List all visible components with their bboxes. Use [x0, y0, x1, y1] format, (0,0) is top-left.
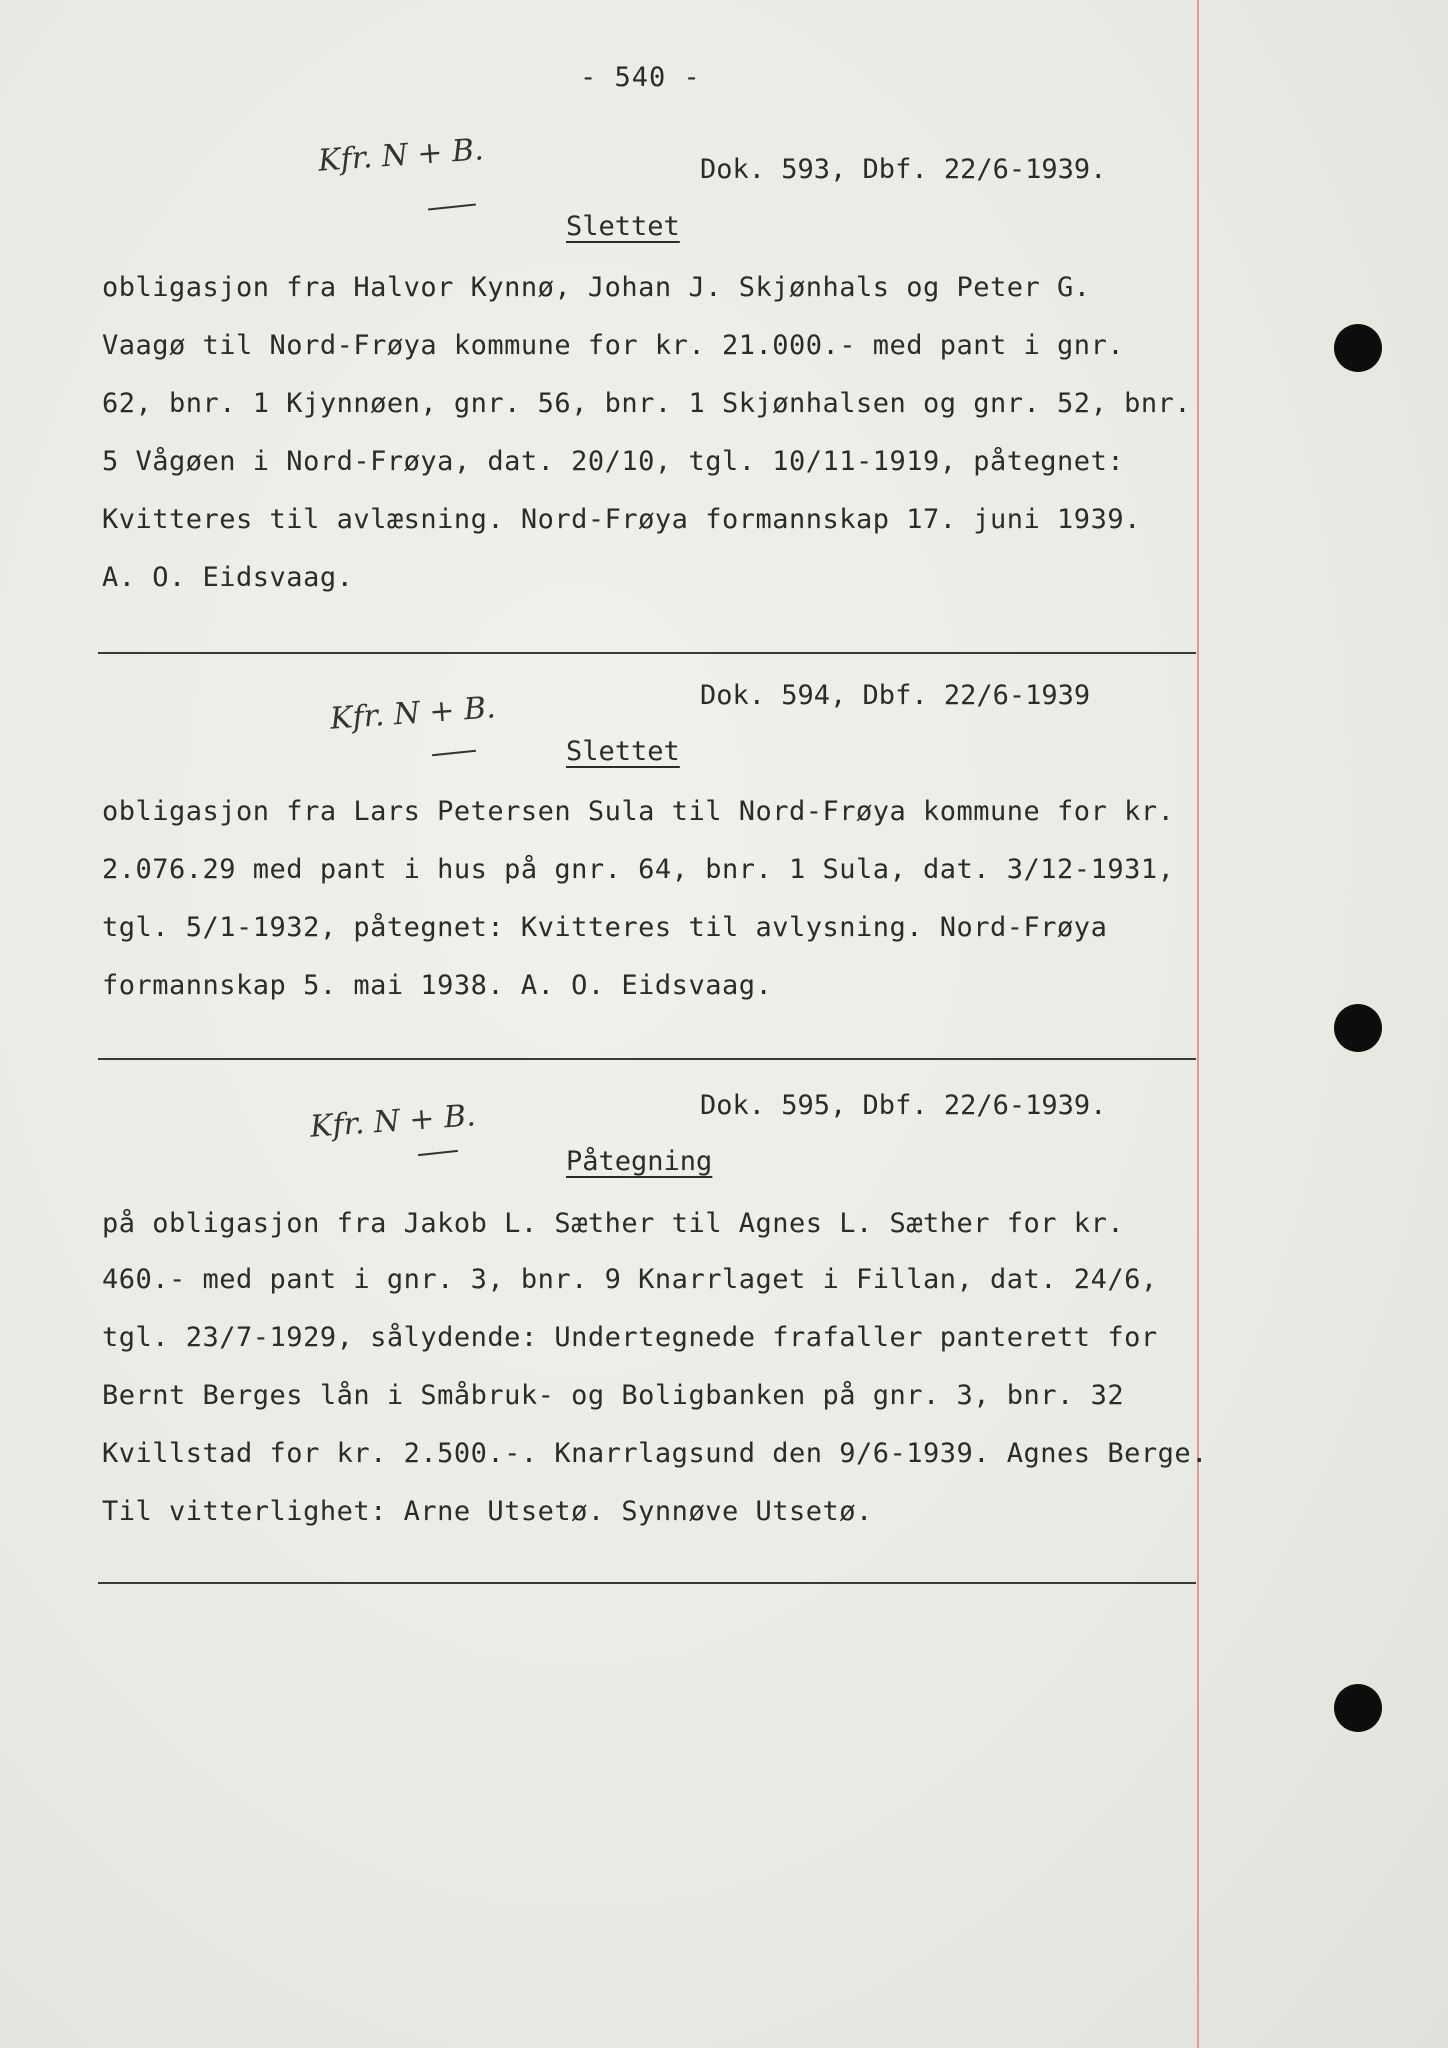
body-line: på obligasjon fra Jakob L. Sæther til Agnes L. Sæther for kr. — [102, 1208, 1125, 1239]
entry-title: Påtegning — [566, 1146, 713, 1177]
body-line: Bernt Berges lån i Småbruk- og Boligbanken på gnr. 3, bnr. 32 — [102, 1380, 1125, 1411]
entry-separator — [98, 1058, 1196, 1060]
entry-header: Dok. 594, Dbf. 22/6-1939 — [700, 680, 1091, 711]
page-number: - 540 - — [580, 62, 701, 93]
entry-title: Slettet — [566, 736, 680, 767]
body-line: formannskap 5. mai 1938. A. O. Eidsvaag. — [102, 970, 773, 1001]
body-line: A. O. Eidsvaag. — [102, 562, 354, 593]
body-line: 460.- med pant i gnr. 3, bnr. 9 Knarrlaget i Fillan, dat. 24/6, — [102, 1264, 1158, 1295]
note-dash — [432, 750, 476, 757]
body-line: Kvillstad for kr. 2.500.-. Knarrlagsund den 9/6-1939. Agnes Berge. — [102, 1438, 1208, 1469]
entry-header: Dok. 593, Dbf. 22/6-1939. — [700, 154, 1107, 185]
entry-title: Slettet — [566, 211, 680, 242]
entry-separator — [98, 1582, 1196, 1584]
punch-hole — [1334, 1004, 1382, 1052]
body-line: Vaagø til Nord-Frøya kommune for kr. 21.000.- med pant i gnr. — [102, 330, 1125, 361]
body-line: Til vitterlighet: Arne Utsetø. Synnøve Utsetø. — [102, 1496, 873, 1527]
margin-note: Kfr. N + B. — [308, 1098, 477, 1145]
punch-hole — [1334, 324, 1382, 372]
body-line: Kvitteres til avlæsning. Nord-Frøya formannskap 17. juni 1939. — [102, 504, 1141, 535]
body-line: 62, bnr. 1 Kjynnøen, gnr. 56, bnr. 1 Skjønhalsen og gnr. 52, bnr. — [102, 388, 1192, 419]
body-line: 2.076.29 med pant i hus på gnr. 64, bnr. 1 Sula, dat. 3/12-1931, — [102, 854, 1175, 885]
body-line: obligasjon fra Halvor Kynnø, Johan J. Skjønhals og Peter G. — [102, 272, 1091, 303]
margin-note: Kfr. N + B. — [316, 132, 485, 179]
margin-line — [1197, 0, 1199, 2048]
entry-header: Dok. 595, Dbf. 22/6-1939. — [700, 1090, 1107, 1121]
body-line: tgl. 23/7-1929, sålydende: Undertegnede frafaller panterett for — [102, 1322, 1158, 1353]
entry-separator — [98, 652, 1196, 654]
punch-hole — [1334, 1684, 1382, 1732]
note-dash — [428, 203, 476, 210]
margin-note: Kfr. N + B. — [328, 690, 497, 737]
body-line: obligasjon fra Lars Petersen Sula til Nord-Frøya kommune for kr. — [102, 796, 1175, 827]
note-dash — [418, 1150, 458, 1156]
body-line: 5 Vågøen i Nord-Frøya, dat. 20/10, tgl. 10/11-1919, påtegnet: — [102, 446, 1125, 477]
body-line: tgl. 5/1-1932, påtegnet: Kvitteres til avlysning. Nord-Frøya — [102, 912, 1108, 943]
